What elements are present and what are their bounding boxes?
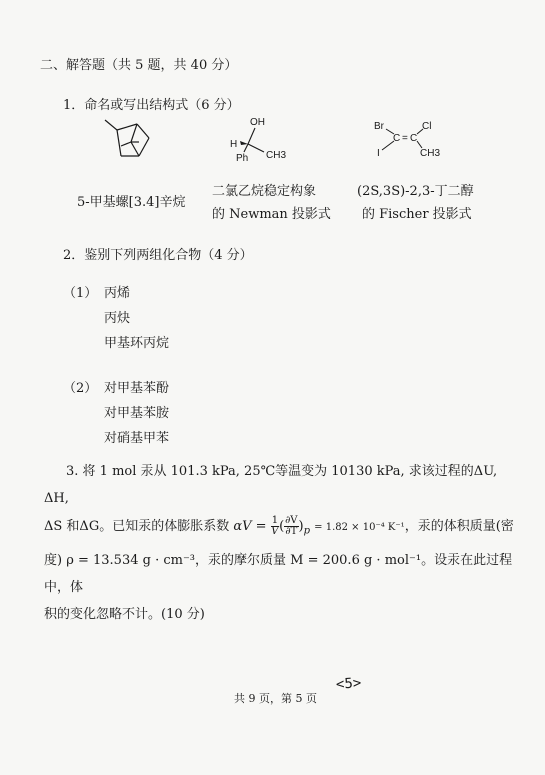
q3-line-4: 积的变化忽略不计。(10 分) — [44, 606, 205, 622]
sub-p: p — [303, 525, 311, 537]
structure-2-caption-line2: 的 Newman 投影式 — [212, 207, 331, 222]
structure-1-bicyclic — [95, 116, 155, 164]
q3-text-b: ΔS 和ΔG。已知汞的体膨胀系数 — [44, 519, 230, 534]
fraction-dv-dt: $\frac{\partial V}{\partial T}$ — [285, 515, 298, 537]
group-2-item-3: 对硝基甲苯 — [104, 431, 170, 446]
label-eq: = — [402, 133, 408, 144]
label-h: H — [230, 139, 238, 150]
label-i: I — [377, 148, 380, 159]
label-ch3: CH3 — [420, 148, 441, 159]
q3-text-c: ，汞的体积质量(密 — [404, 519, 514, 534]
alpha-value: = 1.82 × 10⁻⁴ K⁻¹ — [314, 522, 405, 533]
group-2-item-1: 对甲基苯酚 — [104, 381, 170, 396]
label-oh: OH — [250, 117, 265, 128]
group-1-label: （1） — [63, 286, 98, 301]
label-c1: C — [393, 133, 401, 144]
label-cl: Cl — [422, 121, 432, 132]
handwritten-page-mark: <5> — [335, 675, 362, 693]
structure-2-caption-line1: 二氯乙烷稳定构象 — [212, 184, 317, 199]
q3-line-2: ΔS 和ΔG。已知汞的体膨胀系数 αV = $\frac{1}{V}$ ( $\frac{\partial V}{\partial T}$ )$_p = 1.82 \times 10^{-4}$ K⁻¹，汞的体积质量(密 — [44, 515, 514, 537]
label-c2: C — [410, 133, 418, 144]
group-1-item-3: 甲基环丙烷 — [104, 336, 170, 351]
q2-heading: 2．鉴别下列两组化合物（4 分） — [63, 248, 253, 263]
fraction-1-over-v: $\frac{1}{V}$ — [271, 515, 279, 537]
page-footer: 共 9 页，第 5 页 — [234, 692, 317, 705]
label-ch3: CH3 — [266, 150, 287, 161]
group-1-item-1: 丙烯 — [104, 286, 131, 301]
group-2-label: （2） — [63, 381, 98, 396]
label-ph: Ph — [236, 153, 249, 164]
group-1-item-2: 丙炔 — [104, 311, 131, 326]
structure-1-caption: 5-甲基螺[3.4]辛烷 — [77, 195, 186, 210]
structure-3-caption-line2: 的 Fischer 投影式 — [362, 207, 472, 222]
section-heading: 二、解答题（共 5 题，共 40 分） — [40, 58, 238, 73]
group-2-item-2: 对甲基苯胺 — [104, 406, 170, 421]
alpha-symbol: αV = — [233, 519, 267, 534]
q3-line-1: 3. 将 1 mol 汞从 101.3 kPa, 25℃等温变为 10130 kPa, 求该过程的ΔU, ΔH, — [44, 464, 498, 506]
q3-line-3: 度) ρ = 13.534 g · cm⁻³，汞的摩尔质量 M = 200.6 g · mol⁻¹。设汞在此过程中，体 — [44, 552, 513, 595]
label-br: Br — [374, 121, 384, 132]
q1-heading: 1．命名或写出结构式（6 分） — [63, 98, 240, 113]
q3-paragraph — [44, 458, 514, 628]
structure-3-caption-line1: (2S,3S)-2,3-丁二醇 — [357, 184, 474, 199]
structure-2-alcohol — [214, 114, 294, 166]
structure-3-alkene — [370, 116, 450, 160]
